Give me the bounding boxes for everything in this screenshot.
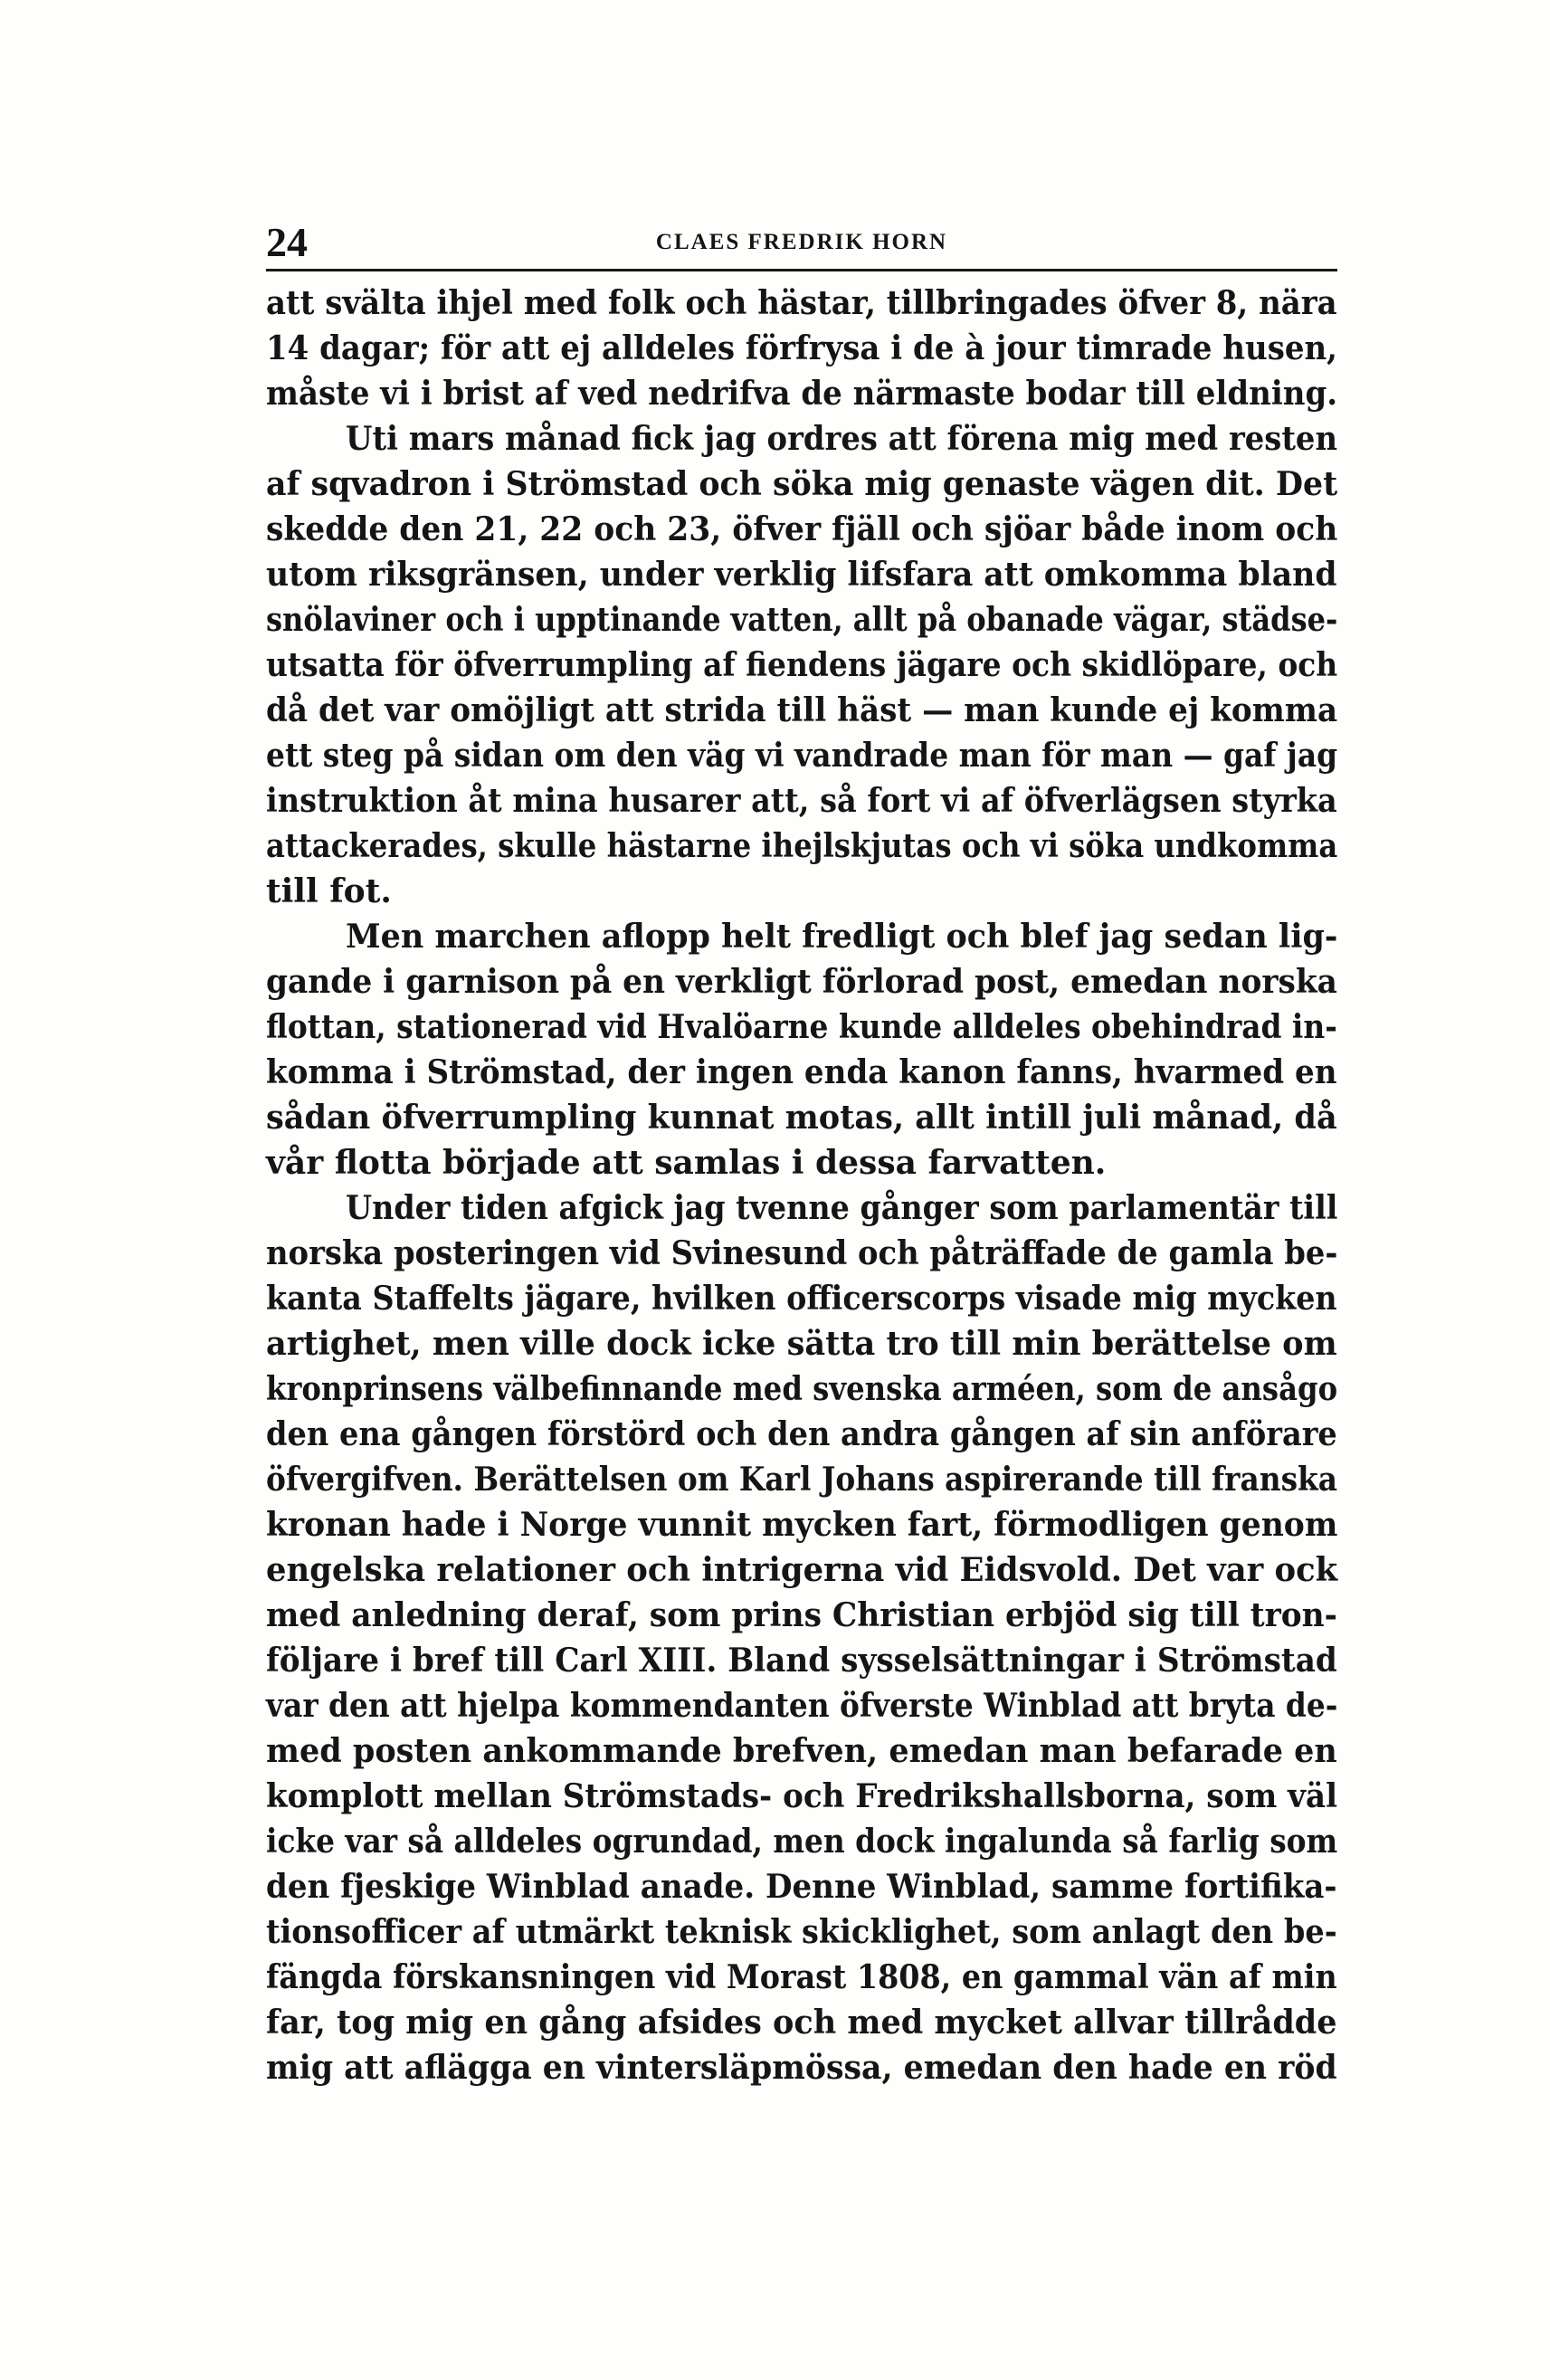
text-line: komma i Strömstad, der ingen enda kanon fanns, hvarmed en xyxy=(266,1053,1337,1091)
text-line: kronan hade i Norge vunnit mycken fart, förmodligen genom xyxy=(266,1506,1338,1544)
text-line: tionsofficer af utmärkt teknisk skicklighet, som anlagt den be- xyxy=(266,1913,1337,1951)
text-line: då det var omöjligt att strida till häst — man kunde ej komma xyxy=(266,691,1338,729)
text-line: sådan öfverrumpling kunnat motas, allt intill juli månad, då xyxy=(266,1099,1337,1137)
text-line: engelska relationer och intrigerna vid Eidsvold. Det var ock xyxy=(266,1551,1338,1589)
header-rule xyxy=(266,269,1337,271)
text-line: komplott mellan Strömstads- och Fredrikshallsborna, som väl xyxy=(266,1777,1338,1815)
text-line: instruktion åt mina husarer att, så fort vi af öfverlägsen styrka xyxy=(266,782,1337,820)
text-line: flottan, stationerad vid Hvalöarne kunde alldeles obehindrad in- xyxy=(266,1008,1337,1046)
running-head: CLAES FREDRIK HORN xyxy=(655,230,948,254)
text-line: mig att aflägga en vintersläpmössa, emedan den hade en röd xyxy=(266,2049,1337,2087)
text-line: var den att hjelpa kommendanten öfverste Winblad att bryta de- xyxy=(266,1687,1338,1725)
text-line: med posten ankommande brefven, emedan man befarade en xyxy=(266,1732,1337,1770)
text-line: den ena gången förstörd och den andra gången af sin anförare xyxy=(266,1415,1337,1453)
text-line: fängda förskansningen vid Morast 1808, en gammal vän af min xyxy=(266,1958,1337,1996)
text-line: artighet, men ville dock icke sätta tro till min berättelse om xyxy=(266,1325,1337,1363)
text-line: Men marchen aflopp helt fredligt och blef jag sedan lig- xyxy=(346,918,1338,956)
text-line: vår flotta började att samlas i dessa farvatten. xyxy=(266,1144,1107,1182)
text-line: gande i garnison på en verkligt förlorad post, emedan norska xyxy=(266,963,1337,1001)
text-line: kronprinsens välbefinnande med svenska arméen, som de ansågo xyxy=(266,1370,1338,1408)
text-line: icke var så alldeles ogrundad, men dock ingalunda så farlig som xyxy=(266,1823,1338,1861)
text-line: utsatta för öfverrumpling af fiendens jägare och skidlöpare, och xyxy=(266,646,1338,684)
text-line: att svälta ihjel med folk och hästar, tillbringades öfver 8, nära xyxy=(266,284,1337,322)
text-line: attackerades, skulle hästarne ihejlskjutas och vi söka undkomma xyxy=(266,827,1338,865)
text-line: ett steg på sidan om den väg vi vandrade man för man — gaf jag xyxy=(266,737,1338,775)
text-line: utom riksgränsen, under verklig lifsfara att omkomma bland xyxy=(266,556,1337,594)
text-line: Uti mars månad fick jag ordres att förena mig med resten xyxy=(346,420,1338,458)
body-text xyxy=(266,281,1337,2090)
text-line: 14 dagar; för att ej alldeles förfrysa i de à jour timrade husen, xyxy=(266,329,1338,367)
text-line: följare i bref till Carl XIII. Bland sysselsättningar i Strömstad xyxy=(266,1642,1337,1680)
text-line: far, tog mig en gång afsides och med mycket allvar tillrådde xyxy=(266,2004,1337,2042)
text-line: norska posteringen vid Svinesund och påträffade de gamla be- xyxy=(266,1234,1338,1272)
text-line: med anledning deraf, som prins Christian erbjöd sig till tron- xyxy=(266,1596,1337,1634)
text-line: skedde den 21, 22 och 23, öfver fjäll och sjöar både inom och xyxy=(266,510,1338,548)
page-number: 24 xyxy=(266,219,308,265)
text-line: till fot. xyxy=(266,872,392,910)
text-line: kanta Staffelts jägare, hvilken officerscorps visade mig mycken xyxy=(266,1280,1337,1318)
text-line: måste vi i brist af ved nedrifva de närmaste bodar till eldning. xyxy=(266,375,1338,413)
text-line: öfvergifven. Berättelsen om Karl Johans aspirerande till franska xyxy=(266,1461,1338,1499)
text-line: snölaviner och i upptinande vatten, allt på obanade vägar, städse- xyxy=(266,601,1338,639)
text-line: den fjeskige Winblad anade. Denne Winblad, samme fortifika- xyxy=(266,1868,1337,1906)
text-line: af sqvadron i Strömstad och söka mig genaste vägen dit. Det xyxy=(266,465,1338,503)
text-line: Under tiden afgick jag tvenne gånger som parlamentär till xyxy=(346,1189,1338,1227)
page-header xyxy=(266,215,1337,270)
